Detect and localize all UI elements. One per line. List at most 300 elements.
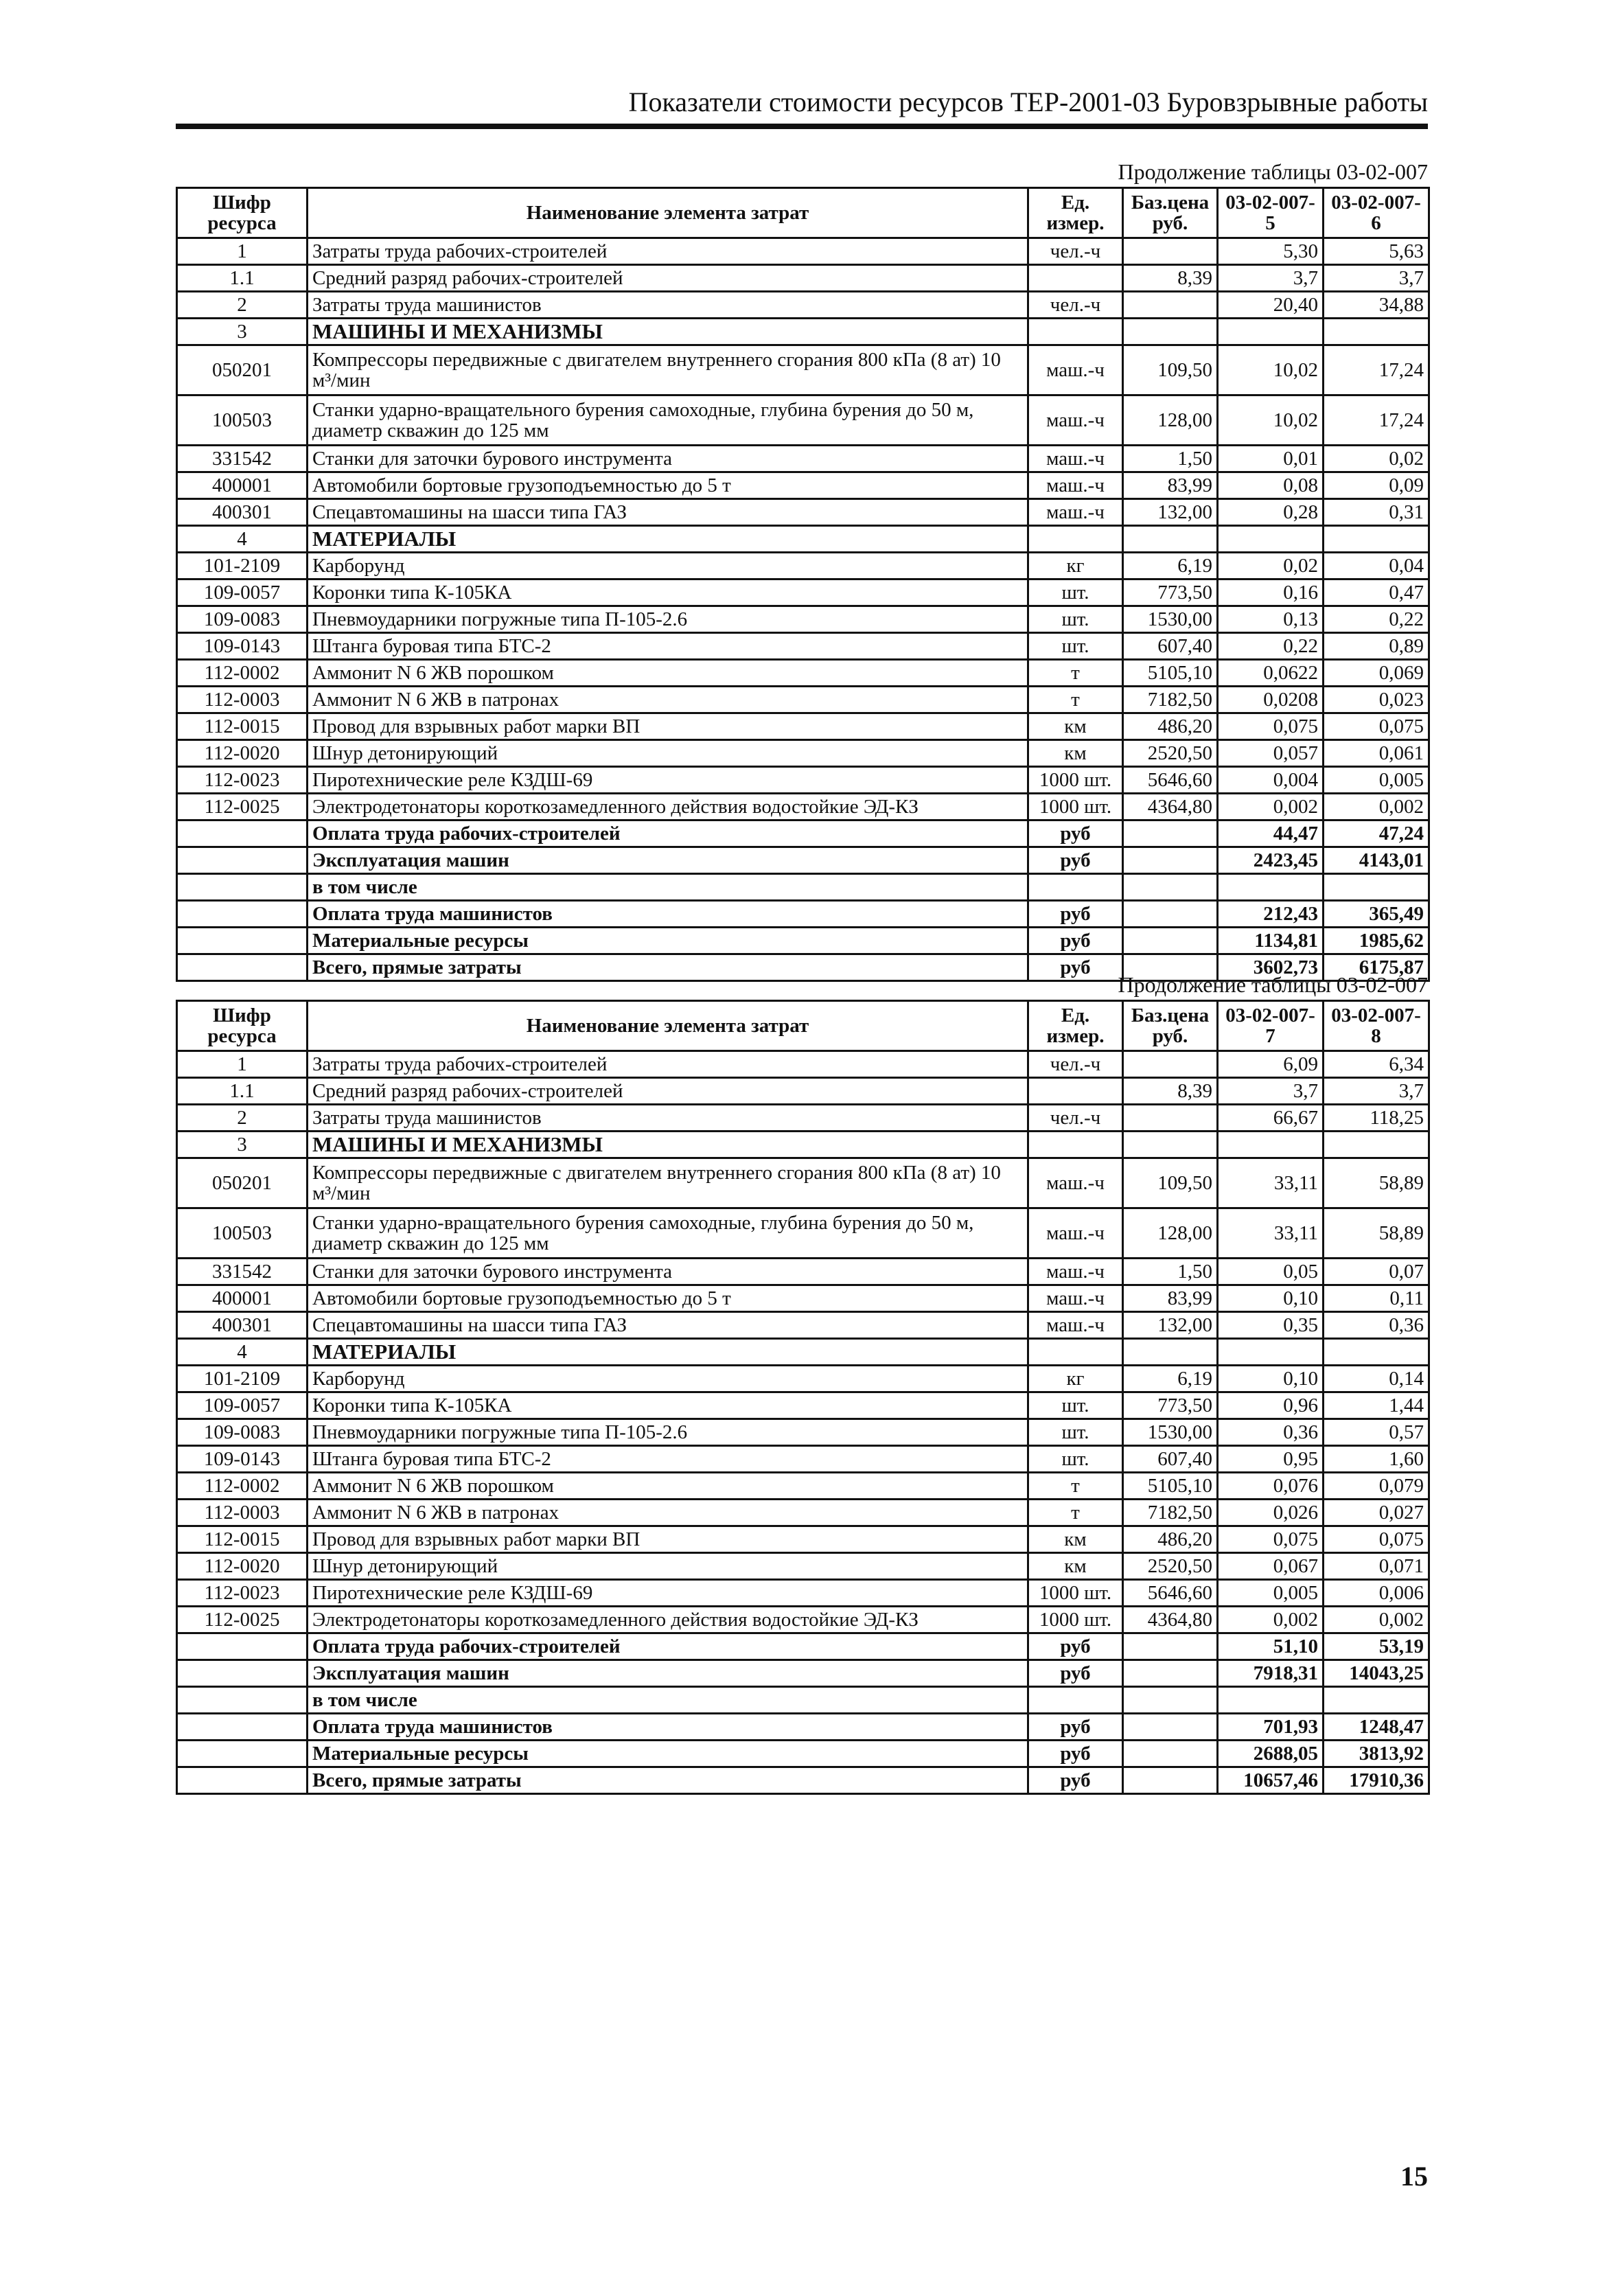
- cell-unit: [1028, 526, 1123, 553]
- cell-value-a: 0,01: [1218, 446, 1324, 472]
- cell-value-a: 0,057: [1218, 740, 1324, 767]
- cell-price: 4364,80: [1123, 1607, 1218, 1633]
- cell-value-a: 701,93: [1218, 1714, 1324, 1741]
- cell-unit: км: [1028, 740, 1123, 767]
- cell-value-b: 3813,92: [1324, 1741, 1429, 1767]
- cell-value-b: 6,34: [1324, 1051, 1429, 1078]
- cell-name: Провод для взрывных работ марки ВП: [308, 713, 1028, 740]
- table-row: [177, 767, 1429, 794]
- cell-value-a: 0,16: [1218, 579, 1324, 606]
- cell-code: [177, 1687, 308, 1714]
- table-row: [177, 713, 1429, 740]
- cell-unit: км: [1028, 1553, 1123, 1580]
- cell-value-b: 0,57: [1324, 1419, 1429, 1446]
- table-row: [177, 1259, 1429, 1285]
- cell-unit: шт.: [1028, 579, 1123, 606]
- cell-name: Аммонит N 6 ЖВ порошком: [308, 660, 1028, 687]
- cell-price: 7182,50: [1123, 687, 1218, 713]
- table-row: [177, 1767, 1429, 1794]
- cell-value-b: 17910,36: [1324, 1767, 1429, 1794]
- cell-code: 331542: [177, 1259, 308, 1285]
- cell-price: [1123, 1714, 1218, 1741]
- cell-value-b: 1,60: [1324, 1446, 1429, 1473]
- cell-unit: т: [1028, 1473, 1123, 1500]
- cell-value-b: 0,02: [1324, 446, 1429, 472]
- cell-value-a: 10657,46: [1218, 1767, 1324, 1794]
- cell-code: 3: [177, 319, 308, 345]
- cell-value-b: 0,31: [1324, 499, 1429, 526]
- cell-code: 112-0015: [177, 1526, 308, 1553]
- cell-price: [1123, 1051, 1218, 1078]
- cell-price: [1123, 1687, 1218, 1714]
- cell-name: Аммонит N 6 ЖВ в патронах: [308, 687, 1028, 713]
- cell-value-b: 0,002: [1324, 1607, 1429, 1633]
- cell-unit: [1028, 874, 1123, 901]
- cell-value-b: 118,25: [1324, 1105, 1429, 1132]
- cell-value-a: 2688,05: [1218, 1741, 1324, 1767]
- cell-unit: руб: [1028, 847, 1123, 874]
- table-row: [177, 446, 1429, 472]
- cell-unit: кг: [1028, 553, 1123, 579]
- cell-value-a: 7918,31: [1218, 1660, 1324, 1687]
- cell-name: Карборунд: [308, 1366, 1028, 1392]
- cell-code: 1.1: [177, 1078, 308, 1105]
- cell-code: 100503: [177, 395, 308, 446]
- cell-name: Оплата труда рабочих-строителей: [308, 820, 1028, 847]
- cell-value-b: 0,11: [1324, 1285, 1429, 1312]
- cell-name: Эксплуатация машин: [308, 847, 1028, 874]
- cell-name: Эксплуатация машин: [308, 1660, 1028, 1687]
- cell-value-a: 3602,73: [1218, 954, 1324, 981]
- cell-unit: маш.-ч: [1028, 395, 1123, 446]
- cell-price: [1123, 1633, 1218, 1660]
- cell-price: 773,50: [1123, 579, 1218, 606]
- cell-value-a: 3,7: [1218, 265, 1324, 292]
- cell-value-b: 1985,62: [1324, 928, 1429, 954]
- cell-value-b: 34,88: [1324, 292, 1429, 319]
- table-row: [177, 1607, 1429, 1633]
- cell-code: 1: [177, 1051, 308, 1078]
- cell-value-b: 0,079: [1324, 1473, 1429, 1500]
- cell-value-b: 0,07: [1324, 1259, 1429, 1285]
- cell-value-a: 0,22: [1218, 633, 1324, 660]
- cell-value-a: 0,075: [1218, 713, 1324, 740]
- cell-price: [1123, 526, 1218, 553]
- table-caption: Продолжение таблицы 03-02-007: [1118, 159, 1428, 184]
- cell-unit: маш.-ч: [1028, 1312, 1123, 1339]
- cell-unit: маш.-ч: [1028, 345, 1123, 395]
- cell-value-b: 0,09: [1324, 472, 1429, 499]
- cell-price: [1123, 1767, 1218, 1794]
- cell-value-b: 5,63: [1324, 238, 1429, 265]
- cell-value-a: 0,10: [1218, 1285, 1324, 1312]
- cell-price: [1123, 1660, 1218, 1687]
- cell-price: [1123, 928, 1218, 954]
- cell-price: [1123, 319, 1218, 345]
- cell-name: в том числе: [308, 1687, 1028, 1714]
- cell-name: Пневмоударники погружные типа П-105-2.6: [308, 1419, 1028, 1446]
- cell-value-b: 0,075: [1324, 713, 1429, 740]
- cell-code: 112-0020: [177, 740, 308, 767]
- table-row: [177, 687, 1429, 713]
- cell-unit: маш.-ч: [1028, 499, 1123, 526]
- table-row: [177, 928, 1429, 954]
- cell-unit: руб: [1028, 1660, 1123, 1687]
- table-row: [177, 526, 1429, 553]
- cell-value-a: 0,026: [1218, 1500, 1324, 1526]
- cell-code: [177, 820, 308, 847]
- cell-value-b: 17,24: [1324, 395, 1429, 446]
- cell-unit: [1028, 1687, 1123, 1714]
- table-row: [177, 1714, 1429, 1741]
- table-row: [177, 1078, 1429, 1105]
- cell-code: 109-0143: [177, 633, 308, 660]
- cell-price: 8,39: [1123, 265, 1218, 292]
- cell-code: 112-0003: [177, 1500, 308, 1526]
- table-row: [177, 740, 1429, 767]
- cell-unit: шт.: [1028, 1419, 1123, 1446]
- table-caption: Продолжение таблицы 03-02-007: [1118, 972, 1428, 997]
- cell-price: 1530,00: [1123, 606, 1218, 633]
- cell-value-b: 365,49: [1324, 901, 1429, 928]
- cell-name: Средний разряд рабочих-строителей: [308, 1078, 1028, 1105]
- cell-price: [1123, 1741, 1218, 1767]
- cell-value-a: [1218, 319, 1324, 345]
- cell-value-b: 3,7: [1324, 265, 1429, 292]
- table-row: [177, 1285, 1429, 1312]
- cell-code: 109-0083: [177, 1419, 308, 1446]
- cell-value-a: 0,004: [1218, 767, 1324, 794]
- table-row: [177, 1366, 1429, 1392]
- cell-name: Электродетонаторы короткозамедленного действия водостойкие ЭД-КЗ: [308, 1607, 1028, 1633]
- cell-unit: руб: [1028, 1767, 1123, 1794]
- cell-name: Оплата труда машинистов: [308, 1714, 1028, 1741]
- cell-name: Затраты труда машинистов: [308, 1105, 1028, 1132]
- cell-code: 050201: [177, 345, 308, 395]
- table-row: [177, 1687, 1429, 1714]
- cell-code: 4: [177, 1339, 308, 1366]
- resource-table-1: [176, 187, 1430, 982]
- cell-code: 050201: [177, 1158, 308, 1208]
- cell-price: 128,00: [1123, 1208, 1218, 1259]
- column-header-code: Шифр ресурса: [177, 188, 308, 238]
- cell-price: 6,19: [1123, 553, 1218, 579]
- cell-name: Спецавтомашины на шасси типа ГАЗ: [308, 1312, 1028, 1339]
- cell-value-b: [1324, 319, 1429, 345]
- cell-unit: шт.: [1028, 633, 1123, 660]
- cell-name: Компрессоры передвижные с двигателем внутреннего сгорания 800 кПа (8 ат) 10 м³/мин: [308, 1158, 1028, 1208]
- cell-value-b: 58,89: [1324, 1208, 1429, 1259]
- cell-value-a: 6,09: [1218, 1051, 1324, 1078]
- cell-code: 400001: [177, 472, 308, 499]
- cell-name: МАТЕРИАЛЫ: [308, 1339, 1028, 1366]
- table-row: [177, 1419, 1429, 1446]
- cell-value-a: 20,40: [1218, 292, 1324, 319]
- cell-value-a: 33,11: [1218, 1158, 1324, 1208]
- resource-table-2: [176, 1000, 1430, 1795]
- cell-unit: [1028, 1078, 1123, 1105]
- column-header-price: Баз.цена руб.: [1123, 188, 1218, 238]
- cell-unit: [1028, 319, 1123, 345]
- cell-price: [1123, 847, 1218, 874]
- cell-name: Станки для заточки бурового инструмента: [308, 1259, 1028, 1285]
- cell-value-b: [1324, 874, 1429, 901]
- table-row: [177, 1158, 1429, 1208]
- cell-code: [177, 847, 308, 874]
- cell-value-a: [1218, 1339, 1324, 1366]
- cell-name: МАШИНЫ И МЕХАНИЗМЫ: [308, 1132, 1028, 1158]
- cell-unit: руб: [1028, 1714, 1123, 1741]
- cell-code: [177, 1660, 308, 1687]
- cell-name: Карборунд: [308, 553, 1028, 579]
- cell-unit: 1000 шт.: [1028, 794, 1123, 820]
- cell-code: 331542: [177, 446, 308, 472]
- cell-code: 2: [177, 292, 308, 319]
- cell-name: Штанга буровая типа БТС-2: [308, 1446, 1028, 1473]
- cell-value-b: 0,002: [1324, 794, 1429, 820]
- table-row: [177, 1132, 1429, 1158]
- cell-value-a: 0,002: [1218, 794, 1324, 820]
- cell-code: 112-0023: [177, 767, 308, 794]
- cell-price: 5646,60: [1123, 767, 1218, 794]
- cell-code: 1: [177, 238, 308, 265]
- cell-value-a: 0,076: [1218, 1473, 1324, 1500]
- cell-price: 486,20: [1123, 713, 1218, 740]
- cell-unit: маш.-ч: [1028, 1285, 1123, 1312]
- cell-value-a: 0,0208: [1218, 687, 1324, 713]
- cell-unit: 1000 шт.: [1028, 767, 1123, 794]
- table-row: [177, 1312, 1429, 1339]
- cell-value-b: 0,027: [1324, 1500, 1429, 1526]
- cell-value-b: 0,023: [1324, 687, 1429, 713]
- cell-unit: руб: [1028, 1633, 1123, 1660]
- table-row: [177, 319, 1429, 345]
- cell-value-a: 0,067: [1218, 1553, 1324, 1580]
- cell-value-b: 3,7: [1324, 1078, 1429, 1105]
- cell-value-a: [1218, 526, 1324, 553]
- cell-price: 773,50: [1123, 1392, 1218, 1419]
- cell-value-b: 1,44: [1324, 1392, 1429, 1419]
- cell-price: 132,00: [1123, 1312, 1218, 1339]
- cell-unit: т: [1028, 660, 1123, 687]
- cell-value-a: 5,30: [1218, 238, 1324, 265]
- table-row: [177, 1633, 1429, 1660]
- cell-value-b: 0,04: [1324, 553, 1429, 579]
- cell-value-a: [1218, 1132, 1324, 1158]
- table-row: [177, 579, 1429, 606]
- cell-value-b: 14043,25: [1324, 1660, 1429, 1687]
- cell-value-a: 0,002: [1218, 1607, 1324, 1633]
- cell-value-a: 10,02: [1218, 345, 1324, 395]
- cell-unit: чел.-ч: [1028, 238, 1123, 265]
- cell-name: Всего, прямые затраты: [308, 954, 1028, 981]
- cell-code: 112-0025: [177, 794, 308, 820]
- cell-code: 109-0083: [177, 606, 308, 633]
- cell-price: 8,39: [1123, 1078, 1218, 1105]
- table-row: [177, 1105, 1429, 1132]
- cell-code: 1.1: [177, 265, 308, 292]
- cell-price: 4364,80: [1123, 794, 1218, 820]
- cell-value-b: 4143,01: [1324, 847, 1429, 874]
- cell-name: Пиротехнические реле КЗДШ-69: [308, 1580, 1028, 1607]
- cell-name: Станки ударно-вращательного бурения самоходные, глубина бурения до 50 м, диаметр скважин до 125 мм: [308, 1208, 1028, 1259]
- cell-value-a: 44,47: [1218, 820, 1324, 847]
- cell-unit: руб: [1028, 901, 1123, 928]
- cell-unit: шт.: [1028, 606, 1123, 633]
- cell-unit: маш.-ч: [1028, 446, 1123, 472]
- table-body: [177, 238, 1429, 981]
- cell-value-b: 0,061: [1324, 740, 1429, 767]
- cell-value-a: 0,075: [1218, 1526, 1324, 1553]
- table-row: [177, 606, 1429, 633]
- cell-value-b: 0,89: [1324, 633, 1429, 660]
- cell-price: 2520,50: [1123, 1553, 1218, 1580]
- cell-price: [1123, 1339, 1218, 1366]
- cell-name: Материальные ресурсы: [308, 1741, 1028, 1767]
- cell-value-b: 0,071: [1324, 1553, 1429, 1580]
- cell-value-a: 0,005: [1218, 1580, 1324, 1607]
- table-row: [177, 553, 1429, 579]
- cell-value-b: 0,14: [1324, 1366, 1429, 1392]
- cell-code: [177, 1714, 308, 1741]
- cell-code: 109-0057: [177, 1392, 308, 1419]
- cell-name: Затраты труда рабочих-строителей: [308, 238, 1028, 265]
- column-header-name: Наименование элемента затрат: [308, 188, 1028, 238]
- table-row: [177, 1208, 1429, 1259]
- cell-value-b: [1324, 1132, 1429, 1158]
- cell-value-a: [1218, 874, 1324, 901]
- cell-value-b: [1324, 1339, 1429, 1366]
- cell-code: 400301: [177, 1312, 308, 1339]
- cell-value-a: 0,13: [1218, 606, 1324, 633]
- cell-name: Затраты труда рабочих-строителей: [308, 1051, 1028, 1078]
- cell-price: 607,40: [1123, 1446, 1218, 1473]
- cell-unit: руб: [1028, 820, 1123, 847]
- cell-value-b: 53,19: [1324, 1633, 1429, 1660]
- cell-unit: маш.-ч: [1028, 1158, 1123, 1208]
- cell-name: Станки для заточки бурового инструмента: [308, 446, 1028, 472]
- cell-name: Оплата труда рабочих-строителей: [308, 1633, 1028, 1660]
- cell-name: Материальные ресурсы: [308, 928, 1028, 954]
- cell-value-b: [1324, 1687, 1429, 1714]
- cell-code: 112-0003: [177, 687, 308, 713]
- cell-name: Шнур детонирующий: [308, 1553, 1028, 1580]
- cell-unit: 1000 шт.: [1028, 1580, 1123, 1607]
- cell-price: [1123, 238, 1218, 265]
- cell-value-a: 1134,81: [1218, 928, 1324, 954]
- cell-code: [177, 954, 308, 981]
- cell-value-b: 6175,87: [1324, 954, 1429, 981]
- page-header: [176, 81, 1428, 129]
- cell-name: Станки ударно-вращательного бурения самоходные, глубина бурения до 50 м, диаметр скважин до 125 мм: [308, 395, 1028, 446]
- page-header-title: Показатели стоимости ресурсов ТЕР-2001-03 Буровзрывные работы: [628, 87, 1428, 117]
- cell-price: [1123, 901, 1218, 928]
- cell-value-a: 0,10: [1218, 1366, 1324, 1392]
- cell-unit: км: [1028, 1526, 1123, 1553]
- cell-price: 83,99: [1123, 472, 1218, 499]
- cell-price: 132,00: [1123, 499, 1218, 526]
- table-row: [177, 1446, 1429, 1473]
- cell-value-b: 0,006: [1324, 1580, 1429, 1607]
- cell-unit: чел.-ч: [1028, 292, 1123, 319]
- cell-code: 112-0025: [177, 1607, 308, 1633]
- cell-code: 112-0020: [177, 1553, 308, 1580]
- cell-unit: шт.: [1028, 1446, 1123, 1473]
- cell-price: [1123, 820, 1218, 847]
- cell-value-a: 33,11: [1218, 1208, 1324, 1259]
- cell-price: 128,00: [1123, 395, 1218, 446]
- cell-name: Провод для взрывных работ марки ВП: [308, 1526, 1028, 1553]
- table-row: [177, 1051, 1429, 1078]
- cell-code: 400301: [177, 499, 308, 526]
- cell-code: [177, 928, 308, 954]
- column-header-norm-a: 03-02-007-5: [1218, 188, 1324, 238]
- cell-unit: чел.-ч: [1028, 1105, 1123, 1132]
- cell-value-b: 0,47: [1324, 579, 1429, 606]
- cell-code: [177, 1741, 308, 1767]
- cell-name: Пиротехнические реле КЗДШ-69: [308, 767, 1028, 794]
- cell-price: [1123, 292, 1218, 319]
- cell-value-a: 0,28: [1218, 499, 1324, 526]
- cell-name: Оплата труда машинистов: [308, 901, 1028, 928]
- cell-unit: км: [1028, 713, 1123, 740]
- cell-unit: руб: [1028, 928, 1123, 954]
- table-row: [177, 874, 1429, 901]
- table-row: [177, 633, 1429, 660]
- cell-value-b: 0,005: [1324, 767, 1429, 794]
- cell-price: 5105,10: [1123, 660, 1218, 687]
- cell-value-b: 1248,47: [1324, 1714, 1429, 1741]
- cell-value-b: 58,89: [1324, 1158, 1429, 1208]
- cell-code: 101-2109: [177, 553, 308, 579]
- table-row: [177, 1660, 1429, 1687]
- cell-name: Компрессоры передвижные с двигателем внутреннего сгорания 800 кПа (8 ат) 10 м³/мин: [308, 345, 1028, 395]
- table-row: [177, 1392, 1429, 1419]
- table-row: [177, 794, 1429, 820]
- cell-value-b: 0,069: [1324, 660, 1429, 687]
- page-number: 15: [1400, 2161, 1428, 2192]
- cell-value-a: 0,02: [1218, 553, 1324, 579]
- cell-value-b: 0,075: [1324, 1526, 1429, 1553]
- table-row: [177, 901, 1429, 928]
- cell-unit: т: [1028, 1500, 1123, 1526]
- cell-value-b: 0,36: [1324, 1312, 1429, 1339]
- table-row: [177, 499, 1429, 526]
- cell-name: Электродетонаторы короткозамедленного действия водостойкие ЭД-КЗ: [308, 794, 1028, 820]
- column-header-name: Наименование элемента затрат: [308, 1001, 1028, 1051]
- cell-price: 607,40: [1123, 633, 1218, 660]
- cell-name: Всего, прямые затраты: [308, 1767, 1028, 1794]
- cell-price: 7182,50: [1123, 1500, 1218, 1526]
- cell-unit: [1028, 265, 1123, 292]
- cell-price: 83,99: [1123, 1285, 1218, 1312]
- cell-price: 6,19: [1123, 1366, 1218, 1392]
- cell-code: 112-0002: [177, 660, 308, 687]
- cell-price: 5105,10: [1123, 1473, 1218, 1500]
- cell-value-a: 51,10: [1218, 1633, 1324, 1660]
- table-row: [177, 1580, 1429, 1607]
- column-header-norm-b: 03-02-007-6: [1324, 188, 1429, 238]
- cell-value-a: [1218, 1687, 1324, 1714]
- cell-price: 5646,60: [1123, 1580, 1218, 1607]
- table-row: [177, 1526, 1429, 1553]
- cell-value-b: 0,22: [1324, 606, 1429, 633]
- cell-code: 400001: [177, 1285, 308, 1312]
- cell-code: [177, 901, 308, 928]
- cell-code: 112-0023: [177, 1580, 308, 1607]
- cell-value-a: 0,0622: [1218, 660, 1324, 687]
- cell-price: [1123, 874, 1218, 901]
